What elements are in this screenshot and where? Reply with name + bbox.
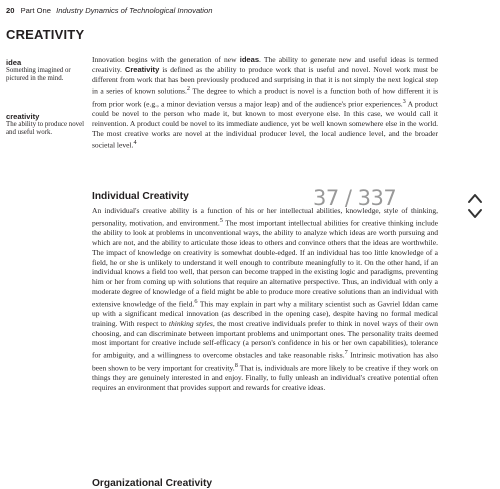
footnote-ref: 4 <box>133 139 137 147</box>
margin-term: idea <box>6 58 22 67</box>
next-section-title: Organizational Creativity <box>92 478 213 489</box>
margin-definition: The ability to produce novel and useful work. <box>6 121 85 137</box>
intro-paragraph: Innovation begins with the generation of new ideas. The ability to generate new and useful ideas is termed creativity. Creativity is defined as the ability to produce work that is useful and novel. Novel work must be different from work that has been previously produced and surprising in that it is not simply the next logical step in a series of known solutions.$^2$ The degree to which a product is novel is a function both of how different it is from prior work (e.g., a minor deviation versus a major leap) and of the audience's prior experiences.$^3$ A product could be novel to the person who made it, but known to most everyone else. In this case, we would call it reinvention. A product could be novel to its immediate audience, yet be well known somewhere else in the world. The most creative works are novel at the individual producer level, the local audience level, and the broader societal level.$^4$ <box>92 55 439 150</box>
margin-note-idea <box>6 58 86 83</box>
section-title: CREATIVITY <box>6 27 85 42</box>
book-title: Industry Dynamics of Technological Innovation <box>56 6 213 15</box>
footnote-ref: 8 <box>234 361 238 369</box>
part-label: Part One <box>20 6 51 15</box>
footnote-ref: 6 <box>194 297 198 305</box>
chevron-up-icon[interactable] <box>466 191 484 205</box>
keyword-ideas: ideas <box>239 55 260 64</box>
footnote-ref: 7 <box>344 349 348 357</box>
page-indicator: 37 / 337 <box>313 186 397 210</box>
margin-note-creativity <box>6 112 86 137</box>
emphasis-thinking-styles: thinking styles <box>168 318 213 328</box>
running-header <box>6 6 212 15</box>
page-number: 20 <box>6 6 15 15</box>
individual-creativity-paragraph: An individual's creative ability is a function of his or her intellectual abilities, knowledge, style of thinking, personality, motivation, and environment.$^5$ The most important intellectual abilities for creative thinking include the ability to look at problems in unconventional ways, the ability to analyze which ideas are worth pursuing and which are not, and the ability to articulate those ideas to others and convince others that the ideas are worthwhile. The impact of knowledge on creativity is somewhat double-edged. If an individual has too little knowledge of a field, he or she is unlikely to understand it well enough to contribute meaningfully to it. On the other hand, if an individual knows a field too well, that person can become trapped in the existing logic and paradigms, preventing him or her from coming up with solutions that require an alternative perspective. Thus, an individual with only a moderate degree of knowledge of a field might be able to produce more creative solutions than an individual with extensive knowledge of the field.$^6$ This may explain in part why a military scientist such as Gavriel Iddan came up with a significant medical innovation (as described in the opening case), despite having no formal medical training. With respect to thinking styles, the most creative individuals prefer to think in novel ways of their own choosing, and can discriminate between important problems and unimportant ones. The personality traits deemed most important for creative include self-efficacy (a person's confidence in his or her own capabilities), tolerance for ambiguity, and a willingness to overcome obstacles and take reasonable risks.$^7$ Intrinsic motivation has also been shown to be very important for creativity.$^8$ That is, individuals are more likely to be creative if they work on things they are genuinely interested in and enjoy. Finally, to fully unleash an individual's creative potential often requires an environment that provides support and rewards for creative ideas. <box>92 206 439 392</box>
subsection-title: Individual Creativity <box>92 191 189 202</box>
keyword-creativity: Creativity <box>124 64 160 74</box>
footnote-ref: 5 <box>219 216 223 224</box>
individual-creativity-section <box>92 206 438 392</box>
footnote-ref: 2 <box>186 85 191 93</box>
margin-definition: Something imagined or pictured in the mind. <box>6 67 71 83</box>
chevron-down-icon[interactable] <box>466 207 484 221</box>
margin-term: creativity <box>6 112 40 121</box>
intro-section <box>92 55 438 151</box>
footnote-ref: 3 <box>402 97 406 105</box>
